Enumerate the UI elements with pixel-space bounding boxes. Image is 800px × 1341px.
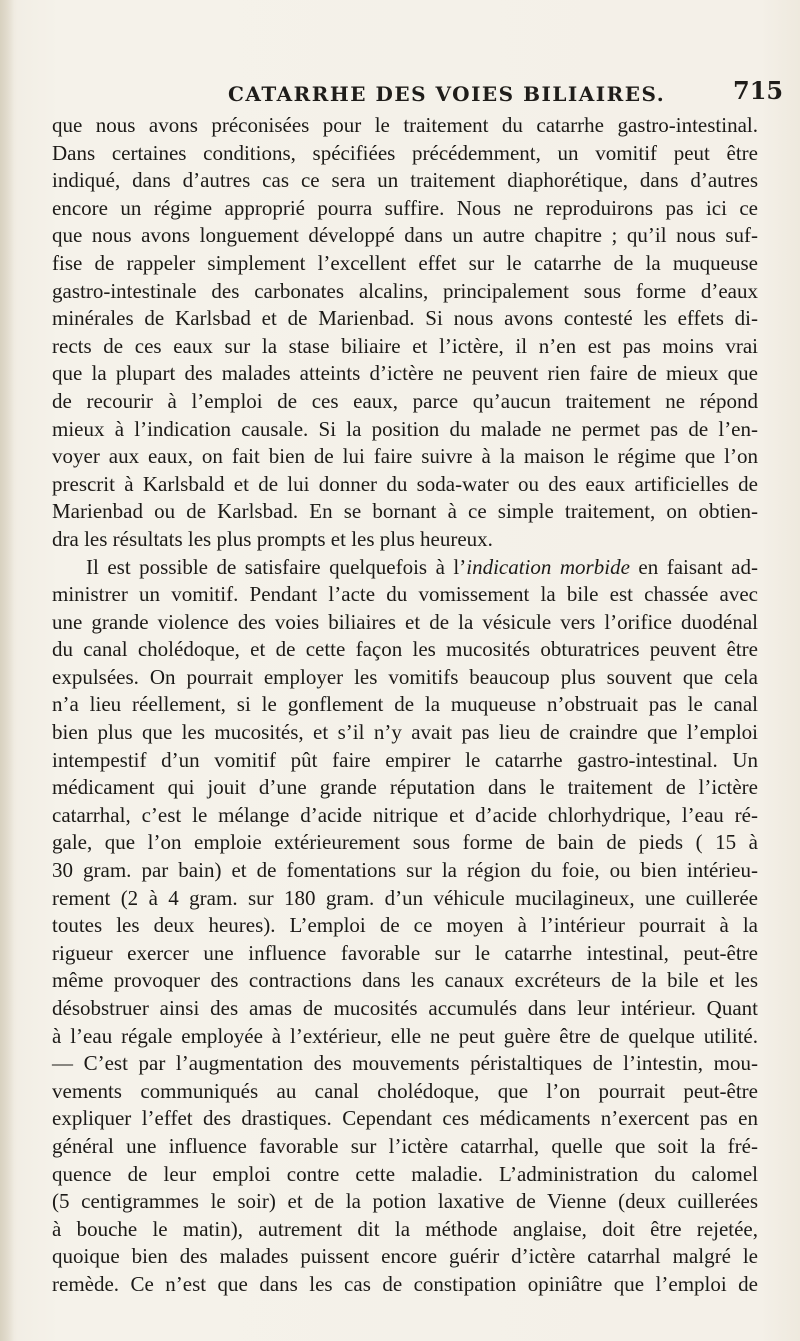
- text-line: désobstruer ainsi des amas de mucosités accumulés dans leur intérieur. Quant: [52, 996, 758, 1020]
- text-line: minérales de Karlsbad et de Marienbad. Si nous avons contesté les effets di-: [52, 306, 758, 331]
- text-line: que nous avons préconisées pour le traitement du catarrhe gastro-intestinal.: [52, 113, 758, 137]
- text-line: fise de rappeler simplement l’excellent effet sur le catarrhe de la muqueuse: [52, 250, 758, 275]
- text-line: général une influence favorable sur l’ictère catarrhal, quelle que soit la fré-: [52, 1133, 758, 1158]
- text-line: toutes les deux heures). L’emploi de ce moyen à l’intérieur pourrait à la: [52, 913, 758, 938]
- running-head: CATARRHE DES VOIES BILIAIRES.: [228, 82, 666, 106]
- text-line: gale, que l’on emploie extérieurement sous forme de bain de pieds ( 15 à: [52, 830, 758, 855]
- text-line: Dans certaines conditions, spécifiées précédemment, un vomitif peut être: [52, 140, 758, 165]
- text-line: mieux à l’indication causale. Si la position du malade ne permet pas de l’en-: [52, 416, 758, 441]
- text-line: du canal cholédoque, et de cette façon les mucosités obturatrices peuvent être: [52, 637, 758, 662]
- body-text: [52, 112, 758, 1299]
- text-line: ministrer un vomitif. Pendant l’acte du vomissement la bile est chassée avec: [52, 582, 758, 607]
- text-line: vements communiqués au canal cholédoque, que l’on pourrait peut-être: [52, 1078, 758, 1103]
- page-number: 715: [733, 76, 784, 105]
- text-line: bien plus que les mucosités, et s’il n’y avait pas lieu de craindre que l’emploi: [52, 720, 758, 745]
- text-line: de recourir à l’emploi de ces eaux, parce qu’aucun traitement ne répond: [52, 388, 758, 413]
- gutter-shadow: [0, 0, 14, 1341]
- text-line: que nous avons longuement développé dans un autre chapitre ; qu’il nous suf-: [52, 223, 758, 248]
- paragraph-opening-line: [52, 554, 758, 582]
- text-line: Marienbad ou de Karlsbad. En se bornant à ce simple traitement, on obtien-: [52, 499, 758, 524]
- text-line: indiqué, dans d’autres cas ce sera un traitement diaphorétique, dans d’autres: [52, 168, 758, 193]
- text-line: à bouche le matin), autrement dit la méthode anglaise, doit être rejetée,: [52, 1216, 758, 1241]
- text-line: que la plupart des malades atteints d’ictère ne peuvent rien faire de mieux que: [52, 361, 758, 386]
- text-line: n’a lieu réellement, si le gonflement de la muqueuse n’obstruait pas le canal: [52, 692, 758, 717]
- text-line: (5 centigrammes le soir) et de la potion laxative de Vienne (deux cuillerées: [52, 1189, 758, 1214]
- text-line: remède. Ce n’est que dans les cas de constipation opiniâtre que l’emploi de: [52, 1271, 758, 1296]
- text-fragment: en faisant ad-: [629, 554, 758, 579]
- text-line: catarrhal, c’est le mélange d’acide nitrique et d’acide chlorhydrique, l’eau ré-: [52, 802, 758, 827]
- text-line: intempestif d’un vomitif pût faire empirer le catarrhe gastro-intestinal. Un: [52, 747, 758, 772]
- text-line: rement (2 à 4 gram. sur 180 gram. d’un véhicule mucilagineux, une cuillerée: [52, 885, 758, 910]
- text-line: dra les résultats les plus prompts et les plus heureux.: [52, 526, 493, 551]
- text-line: rigueur exercer une influence favorable sur le catarrhe intestinal, peut-être: [52, 940, 758, 965]
- text-line: expliquer l’effet des drastiques. Cependant ces médicaments n’exercent pas en: [52, 1106, 758, 1131]
- text-line: même provoquer des contractions dans les canaux excréteurs de la bile et les: [52, 968, 758, 993]
- text-line: à l’eau régale employée à l’extérieur, elle ne peut guère être de quelque utilité.: [52, 1023, 758, 1048]
- text-line: 30 gram. par bain) et de fomentations sur la région du foie, ou bien intérieu-: [52, 858, 758, 883]
- text-line: rects de ces eaux sur la stase biliaire et l’ictère, il n’en est pas moins vrai: [52, 333, 758, 358]
- text-line: médicament qui jouit d’une grande réputation dans le traitement de l’ictère: [52, 775, 758, 800]
- text-line: quence de leur emploi contre cette maladie. L’administration du calomel: [52, 1161, 758, 1186]
- text-line: — C’est par l’augmentation des mouvements péristaltiques de l’intestin, mou-: [52, 1051, 758, 1076]
- text-line: prescrit à Karlsbald et de lui donner du soda-water ou des eaux artificielles de: [52, 471, 758, 496]
- text-line: quoique bien des malades puissent encore guérir d’ictère catarrhal malgré le: [52, 1244, 758, 1269]
- text-line: une grande violence des voies biliaires et de la vésicule vers l’orifice duodénal: [52, 609, 758, 634]
- text-line: voyer aux eaux, on fait bien de lui faire suivre à la maison le régime que l’on: [52, 444, 758, 469]
- text-line: gastro-intestinale des carbonates alcalins, principalement sous forme d’eaux: [52, 278, 758, 303]
- italic-term: indication morbide: [466, 554, 630, 579]
- text-line: expulsées. On pourrait employer les vomitifs beaucoup plus souvent que cela: [52, 664, 758, 689]
- text-fragment: Il est possible de satisfaire quelquefois à l’: [86, 554, 467, 579]
- text-line: encore un régime approprié pourra suffire. Nous ne reproduirons pas ici ce: [52, 195, 758, 220]
